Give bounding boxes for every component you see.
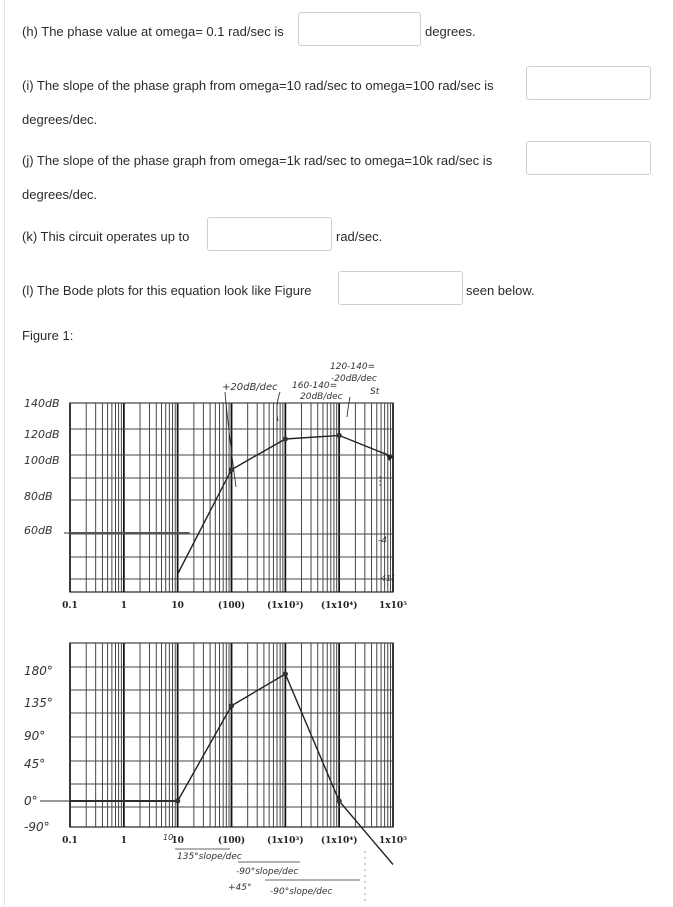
answer-j-input[interactable]	[526, 141, 651, 175]
question-h-unit: degrees.	[425, 24, 476, 39]
phase-point	[229, 703, 234, 708]
question-l-unit: seen below.	[466, 283, 535, 298]
question-i-unit: degrees/dec.	[22, 112, 98, 127]
annotation-dot	[379, 484, 380, 485]
magnitude-grid	[70, 403, 393, 592]
answer-k-input[interactable]	[207, 217, 332, 251]
annotation-dot	[364, 869, 365, 870]
annotation-20db-dec: 20dB/dec	[300, 392, 343, 402]
magnitude-x-tick-label: (1x10³)	[267, 601, 304, 611]
magnitude-x-tick-labels	[62, 600, 407, 611]
annotation-st: St	[370, 387, 380, 397]
annotation-135-slope: 135°slope/dec	[177, 852, 242, 862]
phase-y-label: 180°	[24, 664, 53, 678]
annotation-120-140: 120-140=	[330, 362, 376, 372]
annotation-pointer	[277, 392, 280, 421]
magnitude-y-labels	[24, 397, 70, 537]
phase-x-tick-label: 10	[171, 836, 184, 846]
annotation-dot	[364, 881, 365, 882]
annotation-minus90-slope: -90°slope/dec	[236, 867, 299, 877]
phase-point	[337, 798, 342, 803]
phase-y-labels	[24, 664, 70, 834]
phase-x-tick-label: 1	[120, 836, 127, 846]
annotation-minus90-slope-2: -90°slope/dec	[270, 887, 333, 897]
phase-y-label: 135°	[24, 696, 53, 710]
phase-y-label: -90°	[24, 820, 50, 834]
phase-y-label: 0°	[24, 794, 38, 808]
phase-y-label: 90°	[24, 729, 46, 743]
phase-point	[175, 798, 180, 803]
magnitude-x-tick-label: (1x10⁴)	[320, 601, 358, 611]
question-h-text: (h) The phase value at omega= 0.1 rad/sec is	[22, 24, 284, 39]
phase-grid	[70, 643, 393, 827]
annotation-dot	[379, 476, 380, 477]
phase-point	[283, 671, 288, 676]
question-l-text: (l) The Bode plots for this equation look like Figure	[22, 283, 312, 298]
answer-h-input[interactable]	[298, 12, 421, 46]
question-j-text: (j) The slope of the phase graph from omega=1k rad/sec to omega=10k rad/sec is	[22, 153, 493, 168]
annotation-ten: 10	[163, 833, 174, 842]
magnitude-x-tick-label: 10	[171, 601, 184, 611]
bode-plot-figure	[0, 347, 673, 907]
annotation-dot	[364, 887, 365, 888]
annotation-minus20db-dec: -20dB/dec	[331, 374, 377, 384]
annotation-dot	[364, 863, 365, 864]
question-k-unit: rad/sec.	[336, 229, 383, 244]
answer-i-input[interactable]	[526, 66, 651, 100]
magnitude-y-label: 140dB	[24, 397, 60, 410]
phase-x-tick-label: (1x10³)	[267, 836, 304, 846]
question-i-text: (i) The slope of the phase graph from omega=10 rad/sec to omega=100 rad/sec is	[22, 78, 494, 93]
phase-x-tick-label: 1x10⁵	[378, 836, 408, 846]
annotation-dot	[379, 480, 380, 481]
annotation-160-140: 160-140=	[292, 381, 338, 391]
magnitude-x-tick-label: 0.1	[62, 601, 78, 611]
annotation-dot	[364, 899, 365, 900]
annotation-dot	[364, 851, 365, 852]
magnitude-x-tick-label: (100)	[217, 601, 246, 611]
magnitude-x-tick-label: 1x10⁵	[378, 601, 408, 611]
question-k-text: (k) This circuit operates up to	[22, 229, 190, 244]
annotation-pointer	[347, 397, 350, 417]
annotation-dot	[364, 875, 365, 876]
phase-x-tick-label: (100)	[217, 836, 246, 846]
annotation-minus41: -41(	[378, 574, 395, 583]
magnitude-y-label: 100dB	[24, 454, 60, 467]
magnitude-y-label: 120dB	[24, 428, 60, 441]
phase-x-tick-labels	[62, 835, 407, 846]
answer-l-input[interactable]	[338, 271, 463, 305]
annotation-slope-plus20: +20dB/dec	[222, 382, 278, 393]
annotation-dot	[364, 857, 365, 858]
figure-label: Figure 1:	[22, 328, 74, 343]
annotation-minus4: -4	[378, 536, 387, 546]
phase-x-tick-label: 0.1	[62, 836, 78, 846]
phase-y-label: 45°	[24, 757, 46, 771]
annotation-dot	[364, 893, 365, 894]
annotation-plus45: +45°	[228, 883, 252, 893]
phase-x-tick-label: (1x10⁴)	[320, 836, 358, 846]
magnitude-point	[337, 433, 342, 438]
magnitude-y-label: 80dB	[24, 490, 53, 503]
magnitude-point	[283, 436, 288, 441]
magnitude-x-tick-label: 1	[120, 601, 127, 611]
magnitude-y-label: 60dB	[24, 524, 53, 537]
question-j-unit: degrees/dec.	[22, 187, 98, 202]
